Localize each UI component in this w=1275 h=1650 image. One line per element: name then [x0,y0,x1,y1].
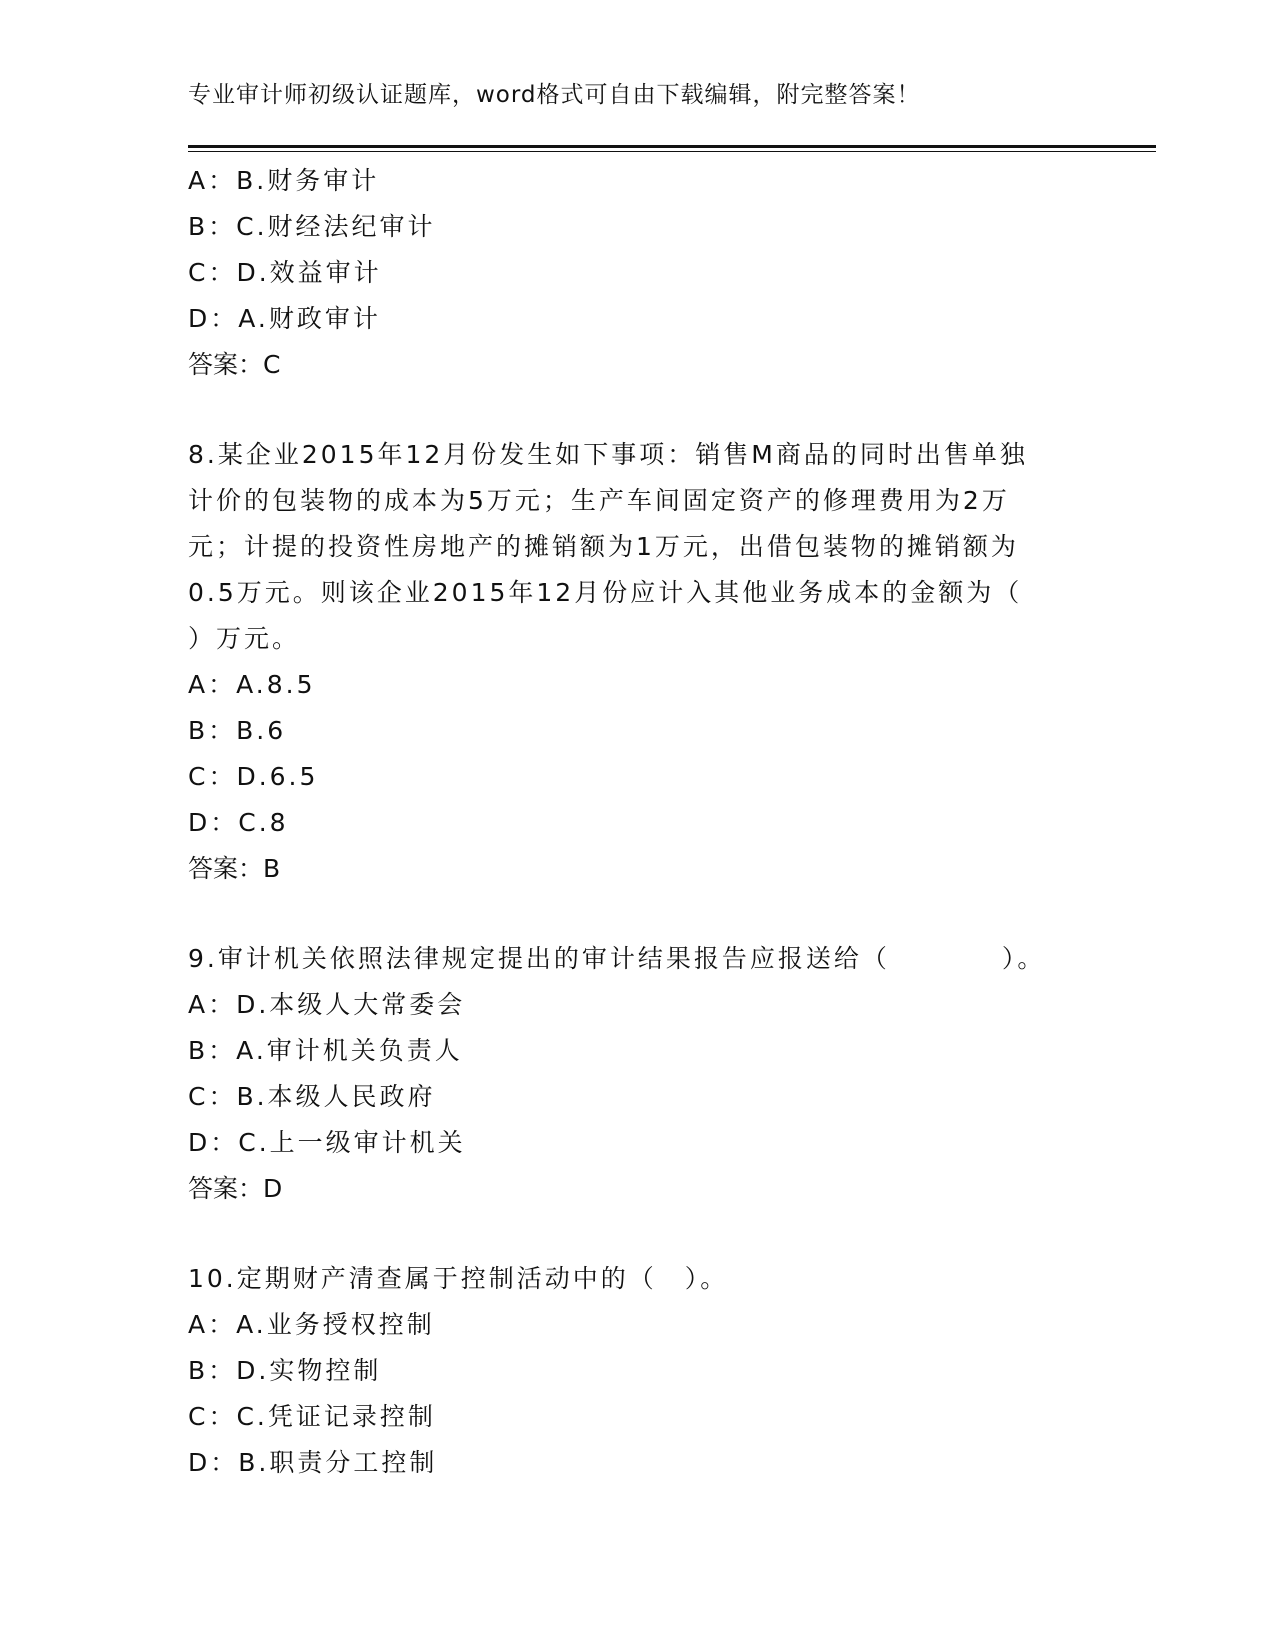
question-8-option-d: D：C.8 [188,808,289,837]
spacer [188,1212,1088,1256]
question-7-option-c: C：D.效益审计 [188,258,382,287]
answer-label: 答案： [188,854,264,883]
question-9-option-a: A：D.本级人大常委会 [188,990,466,1019]
question-8-answer [188,846,1088,892]
question-10-option-a: A：A.业务授权控制 [188,1310,435,1339]
question-9-option-b: B：A.审计机关负责人 [188,1036,463,1065]
question-8-stem-line-2: 计价的包装物的成本为5万元；生产车间固定资产的修理费用为2万 [188,486,1010,515]
question-9-stem: 9.审计机关依照法律规定提出的审计结果报告应报送给（ ）。 [188,944,1046,973]
question-7-option-b: B：C.财经法纪审计 [188,212,436,241]
question-9-answer [188,1166,1088,1212]
question-7 [188,158,1088,388]
question-7-answer [188,342,1088,388]
answer-label: 答案： [188,1174,264,1203]
question-10-option-b: B：D.实物控制 [188,1356,382,1385]
question-10-option-d: D：B.职责分工控制 [188,1448,438,1477]
question-8-stem-line-5: ）万元。 [188,624,301,653]
question-9 [188,936,1088,1212]
question-8-stem-line-1: 8.某企业2015年12月份发生如下事项：销售M商品的同时出售单独 [188,440,1028,469]
question-7-option-d: D：A.财政审计 [188,304,381,333]
question-7-option-a: A：B.财务审计 [188,166,380,195]
spacer [188,892,1088,936]
page-header-note: 专业审计师初级认证题库，word格式可自由下载编辑，附完整答案！ [188,82,921,108]
question-10 [188,1256,1088,1486]
header-rule-thick [188,145,1156,148]
answer-value: D [263,1174,283,1203]
question-8-option-c: C：D.6.5 [188,762,319,791]
question-9-option-d: D：C.上一级审计机关 [188,1128,466,1157]
answer-value: B [263,854,281,883]
question-10-stem: 10.定期财产清查属于控制活动中的（ ）。 [188,1264,729,1293]
question-10-option-c: C：C.凭证记录控制 [188,1402,436,1431]
question-8-stem-line-3: 元；计提的投资性房地产的摊销额为1万元，出借包装物的摊销额为 [188,532,1019,561]
question-9-option-c: C：B.本级人民政府 [188,1082,436,1111]
question-list [188,158,1088,1486]
answer-label: 答案： [188,350,264,379]
header-rule-thin [188,151,1156,152]
question-8-stem-line-4: 0.5万元。则该企业2015年12月份应计入其他业务成本的金额为（ [188,578,1023,607]
answer-value: C [263,350,281,379]
spacer [188,388,1088,432]
question-8 [188,432,1088,892]
question-8-option-b: B：B.6 [188,716,287,745]
question-8-option-a: A：A.8.5 [188,670,316,699]
